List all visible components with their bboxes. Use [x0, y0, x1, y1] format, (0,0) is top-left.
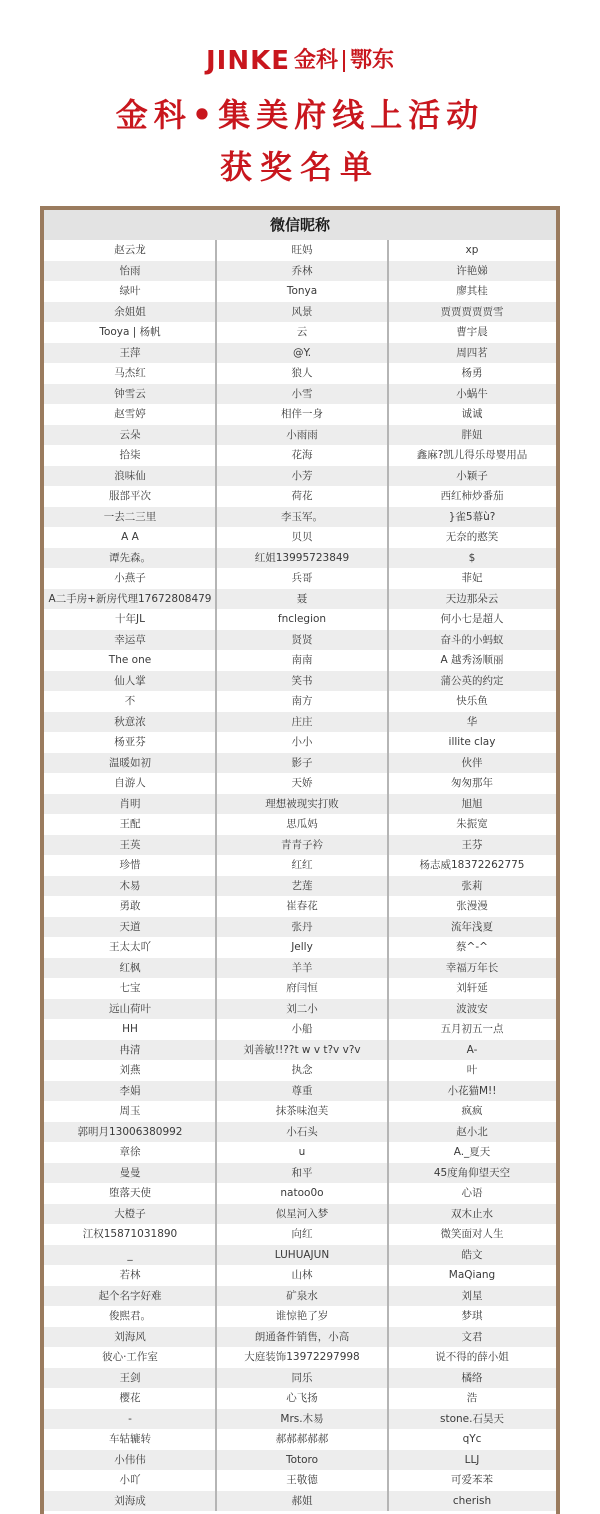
brand-city: 鄂东 — [350, 48, 395, 73]
column-divider — [215, 240, 217, 1511]
nickname-cell: 俊熙君。 — [109, 1310, 151, 1322]
nickname-cell: 45度角仰望天空 — [433, 1166, 511, 1179]
nickname-cell: A._夏天 — [453, 1146, 491, 1158]
brand-name-cn: 金科 — [293, 48, 338, 73]
nickname-cell: 一去二三里 — [103, 510, 157, 523]
nickname-cell: Mrs.木易 — [280, 1412, 324, 1425]
nickname-cell: A- — [466, 1043, 478, 1056]
nickname-cell: stone.石昊天 — [440, 1412, 504, 1425]
table-row — [44, 1491, 556, 1512]
table-row — [44, 999, 556, 1020]
nickname-cell: 服部平次 — [109, 490, 151, 502]
nickname-cell: Totoro — [285, 1453, 319, 1466]
nickname-cell: 浪味仙 — [114, 469, 146, 482]
table-row — [44, 302, 556, 323]
nickname-cell: 张莉 — [461, 879, 483, 892]
nickname-cell: 冉清 — [119, 1043, 141, 1056]
brand-name-en: JINKE — [205, 46, 290, 76]
nickname-cell: 矿泉水 — [286, 1289, 318, 1302]
table-row — [44, 855, 556, 876]
table-row — [44, 1450, 556, 1471]
nickname-cell: 文君 — [461, 1330, 483, 1343]
nickname-cell: 荷花 — [291, 490, 313, 502]
table-row — [44, 1142, 556, 1163]
nickname-cell: 王太太吖 — [109, 941, 151, 953]
table-row — [44, 1327, 556, 1348]
nickname-cell: 杨勇 — [461, 367, 483, 379]
nickname-cell: 起个名字好难 — [98, 1289, 162, 1302]
nickname-cell: 小芳 — [291, 469, 313, 482]
column-divider — [387, 240, 389, 1511]
nickname-cell: 郭明月13006380992 — [77, 1125, 183, 1138]
nickname-cell: 天娇 — [291, 777, 313, 789]
nickname-cell: 大橙子 — [114, 1207, 146, 1220]
nickname-cell: 刘海风 — [114, 1330, 146, 1343]
nickname-cell: 双木止水 — [451, 1207, 493, 1220]
nickname-cell: A A — [121, 531, 139, 543]
nickname-cell: 崔春花 — [286, 900, 318, 912]
table-row — [44, 322, 556, 343]
winners-table — [40, 206, 560, 1514]
nickname-cell: 木易 — [119, 879, 141, 892]
table-row — [44, 568, 556, 589]
nickname-cell: 红姐13995723849 — [254, 551, 350, 564]
table-row — [44, 1245, 556, 1266]
nickname-cell: 相伴一身 — [281, 408, 323, 420]
nickname-cell: 菲妃 — [461, 572, 483, 584]
table-row — [44, 1306, 556, 1327]
nickname-cell: 心语 — [461, 1187, 483, 1199]
nickname-cell: 蒲公英的约定 — [440, 674, 504, 687]
table-row — [44, 917, 556, 938]
nickname-cell: 府闫恒 — [286, 982, 318, 994]
table-row — [44, 609, 556, 630]
nickname-cell: 钟雪云 — [114, 387, 146, 400]
nickname-cell: 南方 — [291, 695, 313, 707]
nickname-cell: 胖妞 — [461, 428, 483, 441]
table-row — [44, 486, 556, 507]
table-row — [44, 732, 556, 753]
nickname-cell: 大庭装饰13972297998 — [244, 1351, 360, 1363]
table-row — [44, 1040, 556, 1061]
nickname-cell: 羊羊 — [291, 961, 313, 974]
table-row — [44, 1081, 556, 1102]
table-row — [44, 548, 556, 569]
table-row — [44, 876, 556, 897]
nickname-cell: 波波安 — [456, 1002, 488, 1015]
nickname-cell: 小雪 — [291, 387, 313, 400]
nickname-cell: 叶 — [466, 1064, 478, 1076]
nickname-cell: 马杰红 — [114, 367, 146, 379]
table-row — [44, 671, 556, 692]
table-row — [44, 404, 556, 425]
nickname-cell: 王敬德 — [286, 1474, 318, 1486]
brand-logo — [0, 44, 600, 78]
nickname-cell: 赵云龙 — [114, 244, 146, 256]
table-row — [44, 835, 556, 856]
nickname-cell: 杨亚芬 — [114, 736, 146, 748]
nickname-cell: 刘海成 — [114, 1494, 146, 1507]
nickname-cell: 仙人掌 — [114, 674, 146, 687]
nickname-cell: xp — [465, 244, 479, 256]
nickname-cell: Tonya — [286, 285, 318, 297]
table-row — [44, 1101, 556, 1122]
nickname-cell: 伙伴 — [461, 756, 483, 769]
table-header: 微信昵称 — [44, 210, 556, 240]
nickname-cell: 远山荷叶 — [109, 1002, 151, 1015]
nickname-cell: A二手房+新房代理17672808479 — [48, 592, 212, 605]
nickname-cell: 旺妈 — [291, 244, 313, 256]
nickname-cell: 幸运草 — [114, 633, 146, 646]
table-row — [44, 691, 556, 712]
nickname-cell: 梦琪 — [461, 1310, 483, 1322]
table-row — [44, 1470, 556, 1491]
table-row — [44, 281, 556, 302]
nickname-cell: 兵哥 — [291, 572, 313, 584]
nickname-cell: 狼人 — [291, 367, 313, 379]
nickname-cell: 小伟伟 — [114, 1453, 146, 1466]
table-row — [44, 425, 556, 446]
table-row — [44, 773, 556, 794]
nickname-cell: 贤贤 — [291, 633, 313, 646]
nickname-cell: 七宝 — [119, 982, 141, 994]
nickname-cell: 王萍 — [119, 346, 141, 359]
nickname-cell: 抹茶味泡芙 — [275, 1105, 329, 1117]
table-row — [44, 589, 556, 610]
nickname-cell: 小吖 — [119, 1474, 141, 1486]
table-row — [44, 712, 556, 733]
table-row — [44, 240, 556, 261]
nickname-cell: 山林 — [291, 1269, 313, 1281]
table-row — [44, 1183, 556, 1204]
table-row — [44, 1204, 556, 1225]
table-row — [44, 650, 556, 671]
nickname-cell: 赵雪婷 — [114, 408, 146, 420]
table-row — [44, 1265, 556, 1286]
nickname-cell: @Y. — [292, 346, 312, 359]
nickname-cell: 华 — [466, 715, 478, 728]
nickname-cell: 余姐姐 — [114, 305, 146, 318]
nickname-cell: 李娟 — [119, 1084, 141, 1097]
nickname-cell: 怡雨 — [119, 264, 141, 277]
nickname-cell: MaQiang — [448, 1269, 496, 1281]
table-row — [44, 527, 556, 548]
table-row — [44, 507, 556, 528]
nickname-cell: 车轱辘转 — [109, 1433, 151, 1445]
nickname-cell: natoo0o — [280, 1187, 324, 1199]
nickname-cell: 浩 — [466, 1392, 478, 1404]
nickname-cell: 皓文 — [461, 1248, 483, 1261]
nickname-cell: Tooya | 杨帆 — [99, 326, 161, 338]
nickname-cell: 无奈的憨笑 — [445, 531, 499, 543]
nickname-cell: 艺莲 — [291, 879, 313, 892]
nickname-cell: 章徐 — [119, 1146, 141, 1158]
nickname-cell: - — [128, 1412, 132, 1425]
nickname-cell: 橘络 — [461, 1371, 483, 1384]
table-row — [44, 384, 556, 405]
nickname-cell: 不 — [124, 695, 136, 707]
table-row — [44, 814, 556, 835]
table-row — [44, 1347, 556, 1368]
nickname-cell: 小小 — [291, 736, 313, 748]
nickname-cell: 周玉 — [119, 1105, 141, 1117]
nickname-cell: 似星河入梦 — [275, 1207, 329, 1220]
table-row — [44, 794, 556, 815]
nickname-cell: 李玉军。 — [281, 510, 323, 523]
nickname-cell: 奋斗的小蚂蚁 — [440, 633, 504, 646]
nickname-cell: cherish — [452, 1494, 492, 1507]
nickname-cell: 小燕子 — [114, 572, 146, 584]
nickname-cell: 小船 — [291, 1023, 313, 1035]
nickname-cell: 王英 — [119, 838, 141, 851]
nickname-cell: 自游人 — [114, 777, 146, 789]
nickname-cell: 红红 — [291, 859, 313, 871]
nickname-cell: 小石头 — [286, 1125, 318, 1138]
nickname-cell: 堕落天使 — [109, 1187, 151, 1199]
nickname-cell: 王芬 — [461, 838, 483, 851]
nickname-cell: 朗通备件销售，小高 — [254, 1330, 350, 1343]
nickname-cell: 樱花 — [119, 1392, 141, 1404]
nickname-cell: 张漫漫 — [456, 900, 488, 912]
nickname-cell: 微笑面对人生 — [440, 1228, 504, 1240]
nickname-cell: 王剑 — [119, 1371, 141, 1384]
table-row — [44, 1163, 556, 1184]
table-row — [44, 1429, 556, 1450]
nickname-cell: 可爱苯苯 — [451, 1474, 493, 1486]
nickname-cell: qYc — [462, 1433, 482, 1445]
nickname-cell: 贝贝 — [291, 531, 313, 543]
nickname-cell: 绿叶 — [119, 285, 141, 297]
nickname-cell: fnclegion — [277, 613, 327, 625]
nickname-cell: 温暖如初 — [109, 756, 151, 769]
nickname-cell: 风景 — [291, 305, 313, 318]
table-row — [44, 1368, 556, 1389]
nickname-cell: 小颖子 — [456, 469, 488, 482]
table-body — [44, 240, 556, 1511]
nickname-cell: 谭先森。 — [109, 551, 151, 564]
nickname-cell: }雀5幕ù? — [448, 510, 496, 523]
nickname-cell: 云 — [296, 326, 308, 338]
nickname-cell: 尊重 — [291, 1084, 313, 1097]
nickname-cell: A 越秀汤顺丽 — [440, 654, 504, 666]
table-row — [44, 1122, 556, 1143]
nickname-cell: 向红 — [291, 1228, 313, 1240]
nickname-cell: 天道 — [119, 920, 141, 933]
nickname-cell: $ — [468, 551, 476, 564]
nickname-cell: 彼心·工作室 — [102, 1351, 158, 1363]
table-row — [44, 958, 556, 979]
nickname-cell: 肖明 — [119, 797, 141, 810]
nickname-cell: The one — [108, 654, 152, 666]
table-row — [44, 937, 556, 958]
table-row — [44, 1224, 556, 1245]
nickname-cell: 天边那朵云 — [445, 592, 499, 605]
nickname-cell: u — [298, 1146, 306, 1158]
nickname-cell: 小蜗牛 — [456, 387, 488, 400]
nickname-cell: 思瓜妈 — [286, 818, 318, 830]
nickname-cell: 曼曼 — [119, 1166, 141, 1179]
table-row — [44, 1286, 556, 1307]
nickname-cell: 拾柒 — [119, 449, 141, 461]
nickname-cell: HH — [122, 1023, 138, 1035]
nickname-cell: 刘燕 — [119, 1064, 141, 1076]
nickname-cell: Jelly — [291, 941, 313, 953]
nickname-cell: 诚诚 — [461, 408, 483, 420]
table-row — [44, 1019, 556, 1040]
table-row — [44, 343, 556, 364]
table-row — [44, 261, 556, 282]
nickname-cell: illite clay — [448, 736, 496, 748]
nickname-cell: 青青子衿 — [281, 838, 323, 851]
nickname-cell: 小雨雨 — [286, 428, 318, 441]
logo-divider — [343, 50, 345, 72]
nickname-cell: 红枫 — [119, 961, 141, 974]
nickname-cell: 十年JL — [115, 613, 145, 625]
nickname-cell: 何小七是超人 — [440, 613, 504, 625]
table-row — [44, 363, 556, 384]
page-subtitle: 获奖名单 — [219, 148, 380, 186]
nickname-cell: 流年浅夏 — [451, 920, 493, 933]
table-row — [44, 466, 556, 487]
nickname-cell: 郝郝郝郝郝 — [275, 1433, 329, 1445]
nickname-cell: 西红柿炒番茄 — [440, 490, 504, 502]
nickname-cell: 疯疯 — [461, 1105, 483, 1117]
nickname-cell: 王配 — [119, 818, 141, 830]
nickname-cell: 心飞扬 — [286, 1392, 318, 1404]
nickname-cell: 匆匆那年 — [451, 777, 493, 789]
nickname-cell: 同乐 — [291, 1371, 313, 1384]
nickname-cell: 刘二小 — [286, 1002, 318, 1015]
nickname-cell: 勇敢 — [119, 900, 141, 912]
nickname-cell: 幸福万年长 — [445, 961, 499, 974]
nickname-cell: 刘轩延 — [456, 982, 488, 994]
nickname-cell: 说不得的薛小姐 — [435, 1351, 509, 1363]
nickname-cell: 和平 — [291, 1166, 313, 1179]
table-row — [44, 1060, 556, 1081]
nickname-cell: 刘善敏!!??t w v t?v v?v — [243, 1043, 361, 1056]
table-row — [44, 445, 556, 466]
page-title: 金科•集美府线上活动 — [115, 96, 485, 134]
nickname-cell: 曹宇晨 — [456, 326, 488, 338]
nickname-cell: 江权15871031890 — [82, 1228, 178, 1240]
nickname-cell: 影子 — [291, 756, 313, 769]
nickname-cell: 张丹 — [291, 920, 313, 933]
nickname-cell: 郝姐 — [291, 1494, 313, 1507]
nickname-cell: 杨志威18372262775 — [419, 859, 525, 871]
nickname-cell: 鑫麻?凯儿得乐母婴用品 — [416, 449, 528, 461]
nickname-cell: 珍惜 — [119, 859, 141, 871]
table-row — [44, 896, 556, 917]
nickname-cell: 云朵 — [119, 428, 141, 441]
nickname-cell: 小花猫M!! — [447, 1084, 497, 1097]
nickname-cell: 赵小北 — [456, 1125, 488, 1138]
nickname-cell: 廖其桂 — [456, 285, 488, 297]
nickname-cell: 五月初五一点 — [440, 1023, 504, 1035]
nickname-cell: 庄庄 — [291, 715, 313, 728]
nickname-cell: 若林 — [119, 1269, 141, 1281]
table-row — [44, 1409, 556, 1430]
nickname-cell: 理想被现实打败 — [265, 797, 339, 810]
nickname-cell: LLJ — [464, 1453, 480, 1466]
table-row — [44, 753, 556, 774]
nickname-cell: 秋意浓 — [114, 715, 146, 728]
nickname-cell: 朱振宽 — [456, 818, 488, 830]
nickname-cell: 贾贾贾贾贾雪 — [440, 305, 504, 318]
nickname-cell: 乔林 — [291, 264, 313, 277]
nickname-cell: 快乐鱼 — [456, 695, 488, 707]
nickname-cell: 执念 — [291, 1064, 313, 1076]
nickname-cell: 南南 — [291, 654, 313, 666]
nickname-cell: 蔡^-^ — [456, 941, 488, 953]
nickname-cell: 旭旭 — [461, 797, 483, 810]
nickname-cell: 花海 — [291, 449, 313, 461]
nickname-cell: 聂 — [296, 592, 308, 605]
table-row — [44, 630, 556, 651]
nickname-cell: 刘星 — [461, 1289, 483, 1302]
nickname-cell: 许艳娣 — [456, 264, 488, 277]
table-row — [44, 1388, 556, 1409]
table-row — [44, 978, 556, 999]
nickname-cell: 谁惊艳了岁 — [275, 1310, 329, 1322]
nickname-cell: LUHUAJUN — [274, 1248, 330, 1261]
nickname-cell: _ — [127, 1248, 133, 1261]
nickname-cell: 笑书 — [291, 674, 313, 687]
nickname-cell: 周四茗 — [456, 346, 488, 359]
